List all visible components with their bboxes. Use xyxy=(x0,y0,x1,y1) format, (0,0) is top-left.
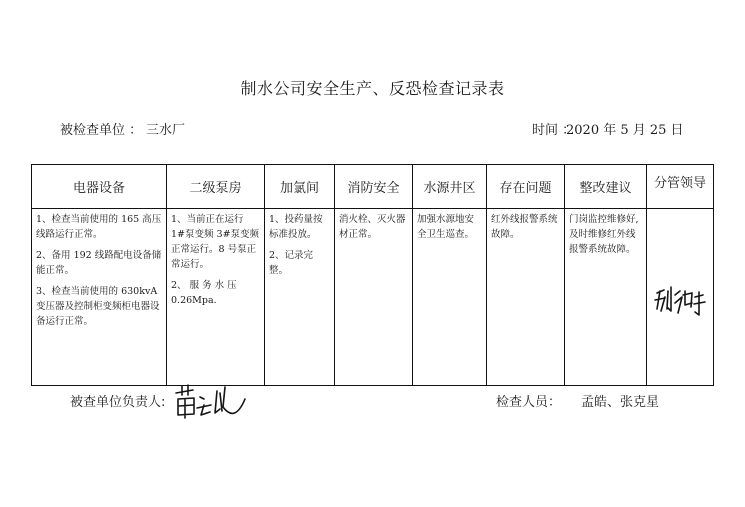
inspectors-value: 孟皓、张克星 xyxy=(581,395,660,410)
header-pump-room: 二级泵房 xyxy=(167,165,265,209)
inspected-unit-label: 被检查单位 ： xyxy=(60,123,143,138)
header-suggestions: 整改建议 xyxy=(565,165,647,209)
header-lead: 分管领导 xyxy=(647,165,714,209)
electrical-item: 1、检查当前使用的 165 高压线路运行正常。 xyxy=(36,214,162,240)
date-label: 时间 ： xyxy=(532,123,576,138)
fire-item: 消火栓、灭火器材正常。 xyxy=(339,214,406,240)
lead-signature xyxy=(651,277,709,329)
chlorination-item: 2、记录完整。 xyxy=(269,250,314,276)
well-item: 加强水源地安全卫生巡查。 xyxy=(417,214,475,240)
cell-well-area xyxy=(413,209,487,386)
electrical-item: 2、备用 192 线路配电设备储能正常。 xyxy=(36,250,162,276)
inspectors-label: 检查人员： xyxy=(496,395,562,410)
cell-electrical xyxy=(32,209,167,386)
header-electrical: 电器设备 xyxy=(32,165,167,209)
unit-head-signature xyxy=(173,383,249,425)
pump-item: 2、 服 务 水 压 0.26Mpa. xyxy=(171,280,237,306)
pump-item: 1、当前正在运行 1#泵变频 3#泵变频正常运行。8 号泵正常运行。 xyxy=(171,214,260,270)
table-row xyxy=(32,209,714,386)
header-issues: 存在问题 xyxy=(487,165,565,209)
header-well-area: 水源井区 xyxy=(413,165,487,209)
cell-issues xyxy=(487,209,565,386)
header-row xyxy=(32,165,714,209)
cell-lead-signature xyxy=(647,209,714,386)
inspected-unit-value: 三水厂 xyxy=(146,123,186,138)
header-chlorination: 加氯间 xyxy=(265,165,335,209)
inspection-table xyxy=(31,164,714,386)
suggestion-item: 门岗监控维修好,及时维修红外线报警系统故障。 xyxy=(569,214,639,255)
date-value: 2020 年 5 月 25 日 xyxy=(566,123,684,138)
cell-fire-safety xyxy=(335,209,413,386)
form-title: 制水公司安全生产、反恐检查记录表 xyxy=(240,79,505,98)
chlorination-item: 1、投药量按标准投放。 xyxy=(269,214,323,240)
header-fire-safety: 消防安全 xyxy=(335,165,413,209)
unit-head-label: 被查单位负责人: xyxy=(70,395,166,410)
cell-suggestions xyxy=(565,209,647,386)
issue-item: 红外线报警系统故障。 xyxy=(491,214,558,240)
cell-pump-room xyxy=(167,209,265,386)
cell-chlorination xyxy=(265,209,335,386)
electrical-item: 3、检查当前使用的 630kvA 变压器及控制柜变频柜电器设备运行正常。 xyxy=(36,286,160,327)
